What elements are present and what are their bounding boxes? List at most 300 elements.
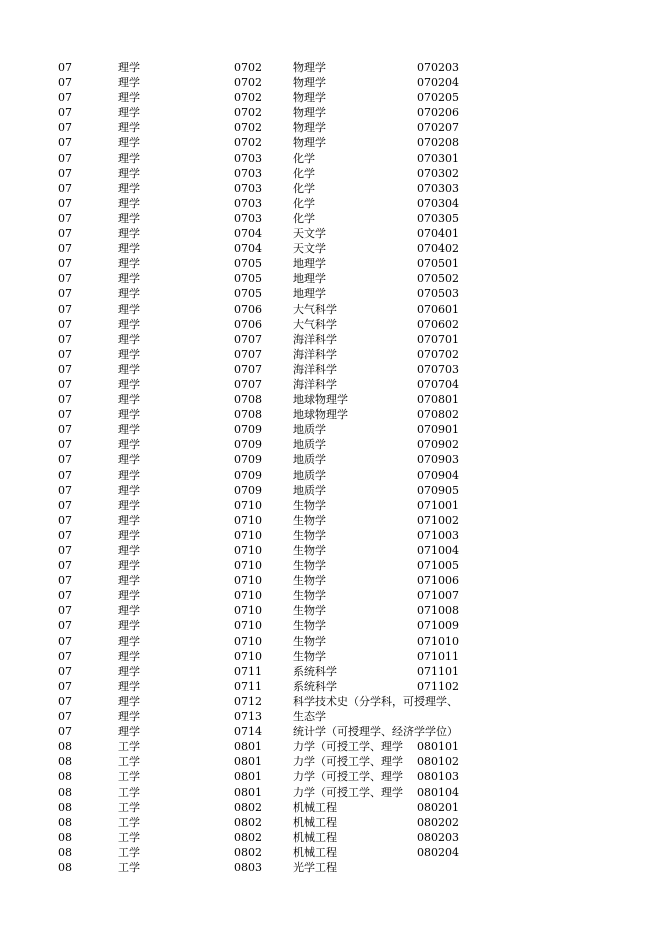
subject-code-cell[interactable]: 071005: [417, 559, 459, 573]
subject-code-cell[interactable]: 071001: [417, 498, 459, 512]
discipline-code-cell[interactable]: 0710: [234, 649, 262, 663]
category-code-cell[interactable]: 07: [58, 468, 72, 482]
category-code-cell[interactable]: 07: [58, 257, 72, 271]
category-code-cell[interactable]: 07: [58, 649, 72, 663]
subject-code-cell[interactable]: 070701: [417, 332, 459, 346]
category-name-cell[interactable]: 理学: [118, 483, 140, 497]
discipline-code-cell[interactable]: 0705: [234, 257, 262, 271]
category-name-cell[interactable]: 理学: [118, 211, 140, 225]
subject-code-cell[interactable]: 070301: [417, 151, 459, 165]
table-row: [0, 483, 662, 498]
discipline-code-cell[interactable]: 0707: [234, 362, 262, 376]
table-row: [0, 196, 662, 211]
discipline-code-cell[interactable]: 0703: [234, 151, 262, 165]
category-name-cell[interactable]: 工学: [118, 785, 140, 799]
category-code-cell[interactable]: 07: [58, 710, 72, 724]
discipline-name-cell[interactable]: 物理学: [293, 61, 326, 74]
category-code-cell[interactable]: 07: [58, 227, 72, 241]
discipline-name-cell[interactable]: 机械工程: [293, 815, 337, 829]
discipline-name-cell[interactable]: 地球物理学: [293, 393, 348, 407]
subject-code-cell[interactable]: 080103: [417, 770, 459, 784]
category-code-cell[interactable]: 07: [58, 619, 72, 633]
category-code-cell[interactable]: 07: [58, 634, 72, 648]
discipline-code-cell[interactable]: 0702: [234, 106, 262, 120]
category-name-cell[interactable]: 理学: [118, 513, 140, 527]
subject-code-cell[interactable]: 070401: [417, 227, 459, 241]
table-row: [0, 513, 662, 528]
subject-code-cell[interactable]: 080201: [417, 800, 459, 814]
discipline-name-cell[interactable]: 统计学（可授理学、经济学学位）: [293, 725, 458, 739]
discipline-code-cell[interactable]: 0704: [234, 242, 262, 256]
category-name-cell[interactable]: 理学: [118, 438, 140, 452]
category-name-cell[interactable]: 理学: [118, 408, 140, 422]
category-name-cell[interactable]: 理学: [118, 725, 140, 739]
subject-code-cell[interactable]: 070501: [417, 257, 459, 271]
discipline-name-cell[interactable]: 生物学: [293, 559, 326, 573]
category-code-cell[interactable]: 07: [58, 302, 72, 316]
discipline-code-cell[interactable]: 0706: [234, 317, 262, 331]
category-code-cell[interactable]: 07: [58, 121, 72, 135]
discipline-name-cell[interactable]: 系统科学: [293, 679, 337, 693]
subject-code-cell[interactable]: 070205: [417, 91, 459, 105]
discipline-code-cell[interactable]: 0802: [234, 830, 262, 844]
discipline-name-cell[interactable]: 物理学: [293, 76, 326, 90]
subject-code-cell[interactable]: 071009: [417, 619, 459, 633]
category-code-cell[interactable]: 08: [58, 785, 72, 799]
discipline-code-cell[interactable]: 0710: [234, 513, 262, 527]
subject-code-cell[interactable]: 070903: [417, 453, 459, 467]
subject-code-cell[interactable]: 070502: [417, 272, 459, 286]
category-name-cell[interactable]: 理学: [118, 272, 140, 286]
discipline-code-cell[interactable]: 0802: [234, 800, 262, 814]
discipline-name-cell[interactable]: 生物学: [293, 619, 326, 633]
category-name-cell[interactable]: 理学: [118, 317, 140, 331]
table-row: [0, 317, 662, 332]
category-code-cell[interactable]: 07: [58, 528, 72, 542]
discipline-code-cell[interactable]: 0704: [234, 227, 262, 241]
discipline-code-cell[interactable]: 0709: [234, 468, 262, 482]
category-name-cell[interactable]: 理学: [118, 544, 140, 557]
discipline-name-cell[interactable]: 海洋科学: [293, 347, 337, 361]
category-name-cell[interactable]: 理学: [118, 423, 140, 437]
discipline-name-cell[interactable]: 地质学: [293, 438, 326, 452]
table-row: [0, 754, 662, 769]
discipline-code-cell[interactable]: 0706: [234, 302, 262, 316]
category-code-cell[interactable]: 07: [58, 242, 72, 256]
category-code-cell[interactable]: 08: [58, 800, 72, 814]
category-name-cell[interactable]: 理学: [118, 196, 140, 210]
category-name-cell[interactable]: 理学: [118, 589, 140, 603]
category-code-cell[interactable]: 07: [58, 106, 72, 120]
discipline-code-cell[interactable]: 0711: [234, 664, 262, 678]
subject-code-cell[interactable]: 070303: [417, 181, 459, 195]
discipline-name-cell[interactable]: 化学: [293, 211, 315, 225]
discipline-code-cell[interactable]: 0702: [234, 61, 262, 74]
table-row: [0, 271, 662, 286]
table-row: [0, 845, 662, 860]
category-code-cell[interactable]: 08: [58, 860, 72, 874]
subject-code-cell[interactable]: 070905: [417, 483, 459, 497]
category-name-cell[interactable]: 理学: [118, 91, 140, 105]
table-row: [0, 332, 662, 347]
discipline-code-cell[interactable]: 0801: [234, 740, 262, 754]
discipline-name-cell[interactable]: 物理学: [293, 121, 326, 135]
discipline-code-cell[interactable]: 0710: [234, 589, 262, 603]
discipline-name-cell[interactable]: 科学技术史（分学科，可授理学、: [293, 694, 458, 708]
table-row: [0, 618, 662, 633]
category-name-cell[interactable]: 理学: [118, 710, 140, 724]
subject-code-cell[interactable]: 070207: [417, 121, 459, 135]
subject-code-cell[interactable]: 071008: [417, 604, 459, 618]
discipline-code-cell[interactable]: 0705: [234, 287, 262, 301]
subject-code-cell[interactable]: 080202: [417, 815, 459, 829]
category-code-cell[interactable]: 07: [58, 393, 72, 407]
category-code-cell[interactable]: 07: [58, 453, 72, 467]
category-code-cell[interactable]: 07: [58, 664, 72, 678]
category-name-cell[interactable]: 理学: [118, 166, 140, 180]
subject-code-cell[interactable]: 071003: [417, 528, 459, 542]
discipline-name-cell[interactable]: 物理学: [293, 91, 326, 105]
table-row: [0, 75, 662, 90]
table-row: [0, 558, 662, 573]
category-code-cell[interactable]: 07: [58, 362, 72, 376]
discipline-name-cell[interactable]: 力学（可授工学、理学: [293, 770, 403, 784]
discipline-code-cell[interactable]: 0703: [234, 196, 262, 210]
discipline-code-cell[interactable]: 0702: [234, 136, 262, 150]
subject-code-cell[interactable]: 071007: [417, 589, 459, 603]
table-row: [0, 860, 662, 875]
table-row: [0, 528, 662, 543]
discipline-code-cell[interactable]: 0802: [234, 845, 262, 859]
category-code-cell[interactable]: 07: [58, 151, 72, 165]
category-code-cell[interactable]: 07: [58, 61, 72, 74]
discipline-code-cell[interactable]: 0702: [234, 121, 262, 135]
subject-code-cell[interactable]: 071102: [417, 679, 459, 693]
discipline-name-cell[interactable]: 地球物理学: [293, 408, 348, 422]
spreadsheet-table: [0, 60, 662, 875]
table-row: [0, 468, 662, 483]
discipline-code-cell[interactable]: 0710: [234, 619, 262, 633]
discipline-name-cell[interactable]: 化学: [293, 166, 315, 180]
discipline-name-cell[interactable]: 地质学: [293, 468, 326, 482]
category-name-cell[interactable]: 理学: [118, 347, 140, 361]
category-name-cell[interactable]: 理学: [118, 498, 140, 512]
category-code-cell[interactable]: 08: [58, 740, 72, 754]
discipline-code-cell[interactable]: 0702: [234, 91, 262, 105]
category-name-cell[interactable]: 理学: [118, 302, 140, 316]
subject-code-cell[interactable]: 070204: [417, 76, 459, 90]
category-name-cell[interactable]: 工学: [118, 830, 140, 844]
discipline-name-cell[interactable]: 生物学: [293, 498, 326, 512]
category-name-cell[interactable]: 理学: [118, 121, 140, 135]
subject-code-cell[interactable]: 070904: [417, 468, 459, 482]
discipline-name-cell[interactable]: 地理学: [293, 287, 326, 301]
category-code-cell[interactable]: 08: [58, 755, 72, 769]
discipline-name-cell[interactable]: 化学: [293, 181, 315, 195]
table-row: [0, 785, 662, 800]
subject-code-cell[interactable]: 070601: [417, 302, 459, 316]
category-name-cell[interactable]: 理学: [118, 76, 140, 90]
subject-code-cell[interactable]: 070206: [417, 106, 459, 120]
category-code-cell[interactable]: 08: [58, 770, 72, 784]
discipline-name-cell[interactable]: 生物学: [293, 604, 326, 618]
discipline-name-cell[interactable]: 生物学: [293, 589, 326, 603]
table-row: [0, 679, 662, 694]
discipline-code-cell[interactable]: 0712: [234, 694, 262, 708]
discipline-code-cell[interactable]: 0714: [234, 725, 262, 739]
discipline-code-cell[interactable]: 0711: [234, 679, 262, 693]
category-code-cell[interactable]: 08: [58, 815, 72, 829]
discipline-name-cell[interactable]: 生物学: [293, 649, 326, 663]
discipline-code-cell[interactable]: 0709: [234, 453, 262, 467]
category-name-cell[interactable]: 理学: [118, 136, 140, 150]
discipline-code-cell[interactable]: 0702: [234, 76, 262, 90]
category-code-cell[interactable]: 07: [58, 211, 72, 225]
category-name-cell[interactable]: 理学: [118, 61, 140, 74]
discipline-name-cell[interactable]: 地理学: [293, 272, 326, 286]
category-name-cell[interactable]: 理学: [118, 257, 140, 271]
subject-code-cell[interactable]: 070703: [417, 362, 459, 376]
table-row: [0, 211, 662, 226]
subject-code-cell[interactable]: 070704: [417, 377, 459, 391]
category-code-cell[interactable]: 07: [58, 91, 72, 105]
category-code-cell[interactable]: 08: [58, 830, 72, 844]
category-name-cell[interactable]: 理学: [118, 664, 140, 678]
category-code-cell[interactable]: 07: [58, 423, 72, 437]
category-code-cell[interactable]: 07: [58, 679, 72, 693]
discipline-code-cell[interactable]: 0707: [234, 347, 262, 361]
category-name-cell[interactable]: 理学: [118, 151, 140, 165]
discipline-code-cell[interactable]: 0705: [234, 272, 262, 286]
subject-code-cell[interactable]: 070801: [417, 393, 459, 407]
subject-code-cell[interactable]: 071011: [417, 649, 459, 663]
discipline-name-cell[interactable]: 天文学: [293, 227, 326, 241]
discipline-code-cell[interactable]: 0709: [234, 423, 262, 437]
discipline-name-cell[interactable]: 机械工程: [293, 845, 337, 859]
category-name-cell[interactable]: 理学: [118, 604, 140, 618]
discipline-code-cell[interactable]: 0801: [234, 785, 262, 799]
category-code-cell[interactable]: 07: [58, 694, 72, 708]
category-code-cell[interactable]: 07: [58, 438, 72, 452]
discipline-code-cell[interactable]: 0707: [234, 377, 262, 391]
table-row: [0, 739, 662, 754]
discipline-code-cell[interactable]: 0707: [234, 332, 262, 346]
category-name-cell[interactable]: 理学: [118, 227, 140, 241]
discipline-name-cell[interactable]: 地质学: [293, 453, 326, 467]
subject-code-cell[interactable]: 070305: [417, 211, 459, 225]
table-row: [0, 181, 662, 196]
discipline-name-cell[interactable]: 化学: [293, 151, 315, 165]
category-name-cell[interactable]: 理学: [118, 453, 140, 467]
discipline-name-cell[interactable]: 系统科学: [293, 664, 337, 678]
discipline-name-cell[interactable]: 生物学: [293, 544, 326, 557]
category-name-cell[interactable]: 理学: [118, 559, 140, 573]
category-name-cell[interactable]: 理学: [118, 242, 140, 256]
discipline-name-cell[interactable]: 地质学: [293, 423, 326, 437]
discipline-name-cell[interactable]: 生物学: [293, 528, 326, 542]
subject-code-cell[interactable]: 080104: [417, 785, 459, 799]
discipline-code-cell[interactable]: 0703: [234, 211, 262, 225]
category-name-cell[interactable]: 理学: [118, 468, 140, 482]
subject-code-cell[interactable]: 080102: [417, 755, 459, 769]
discipline-code-cell[interactable]: 0710: [234, 604, 262, 618]
discipline-code-cell[interactable]: 0710: [234, 544, 262, 557]
subject-code-cell[interactable]: 071010: [417, 634, 459, 648]
discipline-code-cell[interactable]: 0703: [234, 181, 262, 195]
discipline-name-cell[interactable]: 力学（可授工学、理学: [293, 740, 403, 754]
category-name-cell[interactable]: 工学: [118, 845, 140, 859]
table-row: [0, 90, 662, 105]
category-name-cell[interactable]: 工学: [118, 740, 140, 754]
subject-code-cell[interactable]: 080203: [417, 830, 459, 844]
category-name-cell[interactable]: 理学: [118, 574, 140, 588]
subject-code-cell[interactable]: 070402: [417, 242, 459, 256]
discipline-name-cell[interactable]: 大气科学: [293, 317, 337, 331]
table-row: [0, 437, 662, 452]
discipline-name-cell[interactable]: 力学（可授工学、理学: [293, 755, 403, 769]
discipline-code-cell[interactable]: 0710: [234, 498, 262, 512]
discipline-code-cell[interactable]: 0802: [234, 815, 262, 829]
category-name-cell[interactable]: 理学: [118, 619, 140, 633]
discipline-code-cell[interactable]: 0708: [234, 393, 262, 407]
category-code-cell[interactable]: 07: [58, 287, 72, 301]
subject-code-cell[interactable]: 070203: [417, 61, 459, 74]
subject-code-cell[interactable]: 070702: [417, 347, 459, 361]
table-row: [0, 724, 662, 739]
discipline-code-cell[interactable]: 0703: [234, 166, 262, 180]
discipline-code-cell[interactable]: 0709: [234, 438, 262, 452]
category-name-cell[interactable]: 工学: [118, 860, 140, 874]
category-name-cell[interactable]: 工学: [118, 800, 140, 814]
category-name-cell[interactable]: 工学: [118, 815, 140, 829]
table-row: [0, 347, 662, 362]
subject-code-cell[interactable]: 080101: [417, 740, 459, 754]
discipline-code-cell[interactable]: 0708: [234, 408, 262, 422]
table-row: [0, 634, 662, 649]
category-code-cell[interactable]: 07: [58, 544, 72, 557]
discipline-name-cell[interactable]: 生物学: [293, 513, 326, 527]
category-name-cell[interactable]: 理学: [118, 393, 140, 407]
discipline-code-cell[interactable]: 0710: [234, 574, 262, 588]
category-code-cell[interactable]: 07: [58, 377, 72, 391]
category-code-cell[interactable]: 07: [58, 559, 72, 573]
category-name-cell[interactable]: 工学: [118, 770, 140, 784]
discipline-code-cell[interactable]: 0710: [234, 528, 262, 542]
table-row: [0, 377, 662, 392]
subject-code-cell[interactable]: 070302: [417, 166, 459, 180]
category-code-cell[interactable]: 07: [58, 408, 72, 422]
category-name-cell[interactable]: 理学: [118, 362, 140, 376]
category-name-cell[interactable]: 理学: [118, 332, 140, 346]
table-row: [0, 588, 662, 603]
category-code-cell[interactable]: 07: [58, 181, 72, 195]
discipline-code-cell[interactable]: 0803: [234, 860, 262, 874]
category-code-cell[interactable]: 07: [58, 196, 72, 210]
discipline-name-cell[interactable]: 海洋科学: [293, 377, 337, 391]
category-name-cell[interactable]: 理学: [118, 634, 140, 648]
table-row: [0, 603, 662, 618]
category-code-cell[interactable]: 07: [58, 272, 72, 286]
discipline-name-cell[interactable]: 天文学: [293, 242, 326, 256]
discipline-name-cell[interactable]: 海洋科学: [293, 332, 337, 346]
category-name-cell[interactable]: 理学: [118, 377, 140, 391]
category-code-cell[interactable]: 07: [58, 604, 72, 618]
category-name-cell[interactable]: 理学: [118, 679, 140, 693]
subject-code-cell[interactable]: 070902: [417, 438, 459, 452]
category-code-cell[interactable]: 07: [58, 332, 72, 346]
discipline-code-cell[interactable]: 0709: [234, 483, 262, 497]
discipline-code-cell[interactable]: 0710: [234, 634, 262, 648]
subject-code-cell[interactable]: 071101: [417, 664, 459, 678]
category-code-cell[interactable]: 07: [58, 513, 72, 527]
discipline-name-cell[interactable]: 物理学: [293, 106, 326, 120]
category-code-cell[interactable]: 07: [58, 317, 72, 331]
subject-code-cell[interactable]: 071006: [417, 574, 459, 588]
category-name-cell[interactable]: 理学: [118, 694, 140, 708]
category-name-cell[interactable]: 理学: [118, 528, 140, 542]
discipline-name-cell[interactable]: 生态学: [293, 710, 326, 724]
discipline-name-cell[interactable]: 地理学: [293, 257, 326, 271]
subject-code-cell[interactable]: 071002: [417, 513, 459, 527]
category-code-cell[interactable]: 07: [58, 136, 72, 150]
category-name-cell[interactable]: 理学: [118, 106, 140, 120]
discipline-code-cell[interactable]: 0710: [234, 559, 262, 573]
category-name-cell[interactable]: 工学: [118, 755, 140, 769]
discipline-code-cell[interactable]: 0801: [234, 755, 262, 769]
discipline-name-cell[interactable]: 光学工程: [293, 860, 337, 874]
table-row: [0, 769, 662, 784]
discipline-name-cell[interactable]: 生物学: [293, 634, 326, 648]
category-code-cell[interactable]: 07: [58, 725, 72, 739]
table-row: [0, 392, 662, 407]
category-code-cell[interactable]: 07: [58, 483, 72, 497]
category-code-cell[interactable]: 08: [58, 845, 72, 859]
category-code-cell[interactable]: 07: [58, 498, 72, 512]
category-code-cell[interactable]: 07: [58, 166, 72, 180]
table-row: [0, 830, 662, 845]
discipline-name-cell[interactable]: 化学: [293, 196, 315, 210]
subject-code-cell[interactable]: 070503: [417, 287, 459, 301]
category-name-cell[interactable]: 理学: [118, 287, 140, 301]
discipline-name-cell[interactable]: 力学（可授工学、理学: [293, 785, 403, 799]
subject-code-cell[interactable]: 070304: [417, 196, 459, 210]
subject-code-cell[interactable]: 080204: [417, 845, 459, 859]
table-row: [0, 120, 662, 135]
category-name-cell[interactable]: 理学: [118, 181, 140, 195]
discipline-code-cell[interactable]: 0801: [234, 770, 262, 784]
category-code-cell[interactable]: 07: [58, 589, 72, 603]
subject-code-cell[interactable]: 071004: [417, 544, 459, 557]
category-code-cell[interactable]: 07: [58, 574, 72, 588]
table-row: [0, 105, 662, 120]
discipline-name-cell[interactable]: 大气科学: [293, 302, 337, 316]
discipline-name-cell[interactable]: 机械工程: [293, 800, 337, 814]
category-code-cell[interactable]: 07: [58, 347, 72, 361]
discipline-name-cell[interactable]: 生物学: [293, 574, 326, 588]
discipline-name-cell[interactable]: 物理学: [293, 136, 326, 150]
discipline-code-cell[interactable]: 0713: [234, 710, 262, 724]
category-name-cell[interactable]: 理学: [118, 649, 140, 663]
discipline-name-cell[interactable]: 机械工程: [293, 830, 337, 844]
subject-code-cell[interactable]: 070208: [417, 136, 459, 150]
subject-code-cell[interactable]: 070602: [417, 317, 459, 331]
subject-code-cell[interactable]: 070901: [417, 423, 459, 437]
category-code-cell[interactable]: 07: [58, 76, 72, 90]
table-row: [0, 407, 662, 422]
subject-code-cell[interactable]: 070802: [417, 408, 459, 422]
discipline-name-cell[interactable]: 地质学: [293, 483, 326, 497]
discipline-name-cell[interactable]: 海洋科学: [293, 362, 337, 376]
